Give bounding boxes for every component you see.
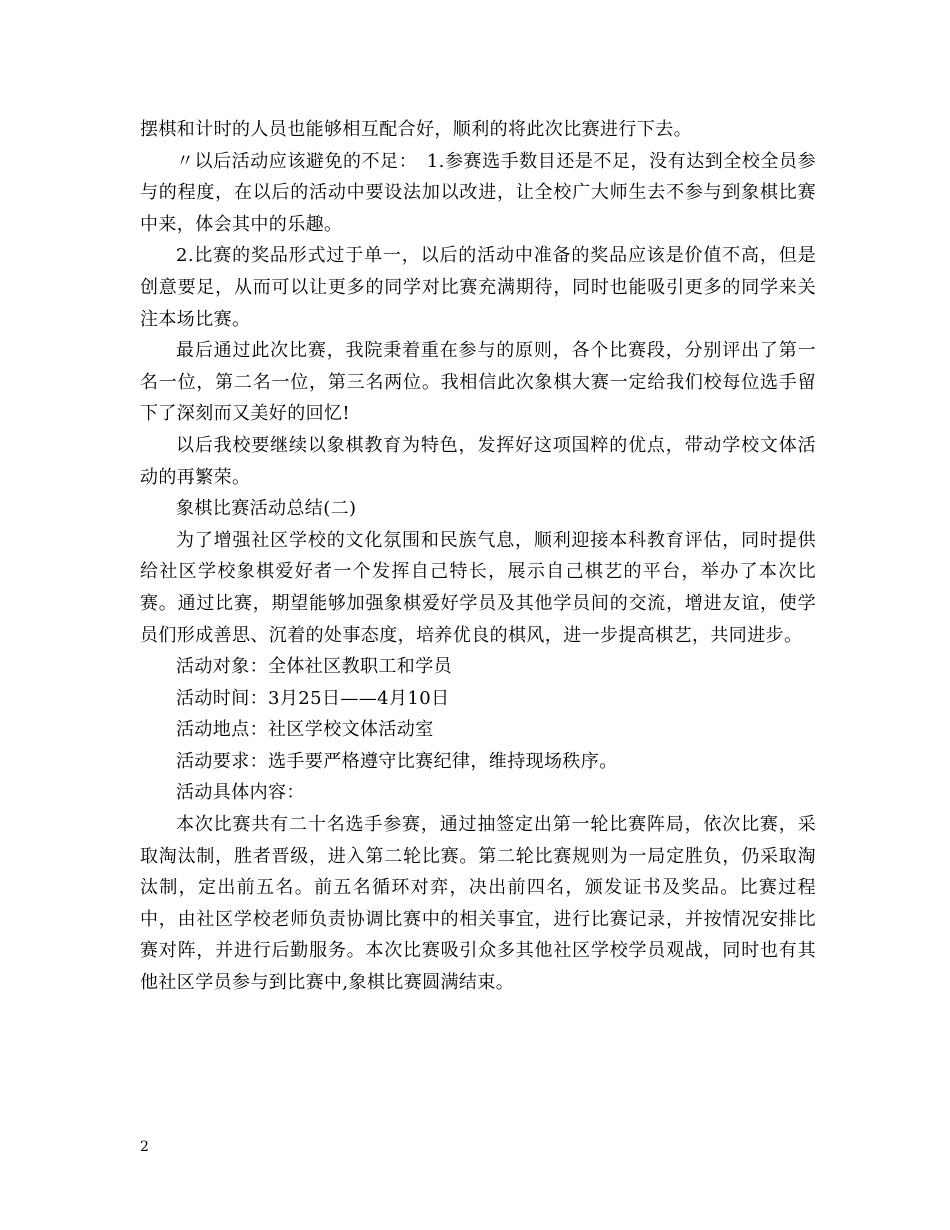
section-heading: 象棋比赛活动总结(二) <box>176 498 357 520</box>
document-body <box>140 114 816 999</box>
activity-requirements: 活动要求：选手要严格遵守比赛纪律，维持现场秩序。 <box>176 750 618 772</box>
paragraph: 摆棋和计时的人员也能够相互配合好，顺利的将此次比赛进行下去。 <box>140 119 692 140</box>
paragraph: 以后我校要继续以象棋教育为特色，发挥好这项国粹的优点，带动学校文体活动的再繁荣。 <box>140 434 816 488</box>
paragraph: 〃以后活动应该避免的不足： 1.参赛选手数目还是不足，没有达到全校全员参与的程度，在以后的活动中要设法加以改进，让全校广大师生去不参与到象棋比赛中来，体会其中的乐趣。 <box>140 150 816 235</box>
activity-content-heading: 活动具体内容： <box>176 782 305 804</box>
paragraph: 2.比赛的奖品形式过于单一，以后的活动中准备的奖品应该是价值不高，但是创意要足，从而可以让更多的同学对比赛充满期待，同时也能吸引更多的同学来关注本场比赛。 <box>140 245 816 330</box>
activity-target: 活动对象：全体社区教职工和学员 <box>176 656 452 678</box>
activity-location: 活动地点：社区学校文体活动室 <box>176 719 434 741</box>
activity-time: 活动时间：3月25日——4月10日 <box>176 687 450 709</box>
paragraph: 最后通过此次比赛，我院秉着重在参与的原则，各个比赛段，分别评出了第一名一位，第二名一位，第三名两位。我相信此次象棋大赛一定给我们校每位选手留下了深刻而又美好的回忆! <box>140 340 816 425</box>
paragraph: 本次比赛共有二十名选手参赛，通过抽签定出第一轮比赛阵局，依次比赛，采取淘汰制，胜者晋级，进入第二轮比赛。第二轮比赛规则为一局定胜负，仍采取淘汰制，定出前五名。前五名循环对弈，决出前四名，颁发证书及奖品。比赛过程中，由社区学校老师负责协调比赛中的相关事宜，进行比赛记录，并按情况安排比赛对阵，并进行后勤服务。本次比赛吸引众多其他社区学校学员观战，同时也有其他社区学员参与到比赛中,象棋比赛圆满结束。 <box>140 814 816 994</box>
page-number: 2 <box>140 1139 149 1155</box>
paragraph: 为了增强社区学校的文化氛围和民族气息，顺利迎接本科教育评估，同时提供给社区学校象棋爱好者一个发挥自己特长，展示自己棋艺的平台，举办了本次比赛。通过比赛，期望能够加强象棋爱好学员及其他学员间的交流，增进友谊，使学员们形成善思、沉着的处事态度，培养优良的棋风，进一步提高棋艺，共同进步。 <box>140 529 816 646</box>
